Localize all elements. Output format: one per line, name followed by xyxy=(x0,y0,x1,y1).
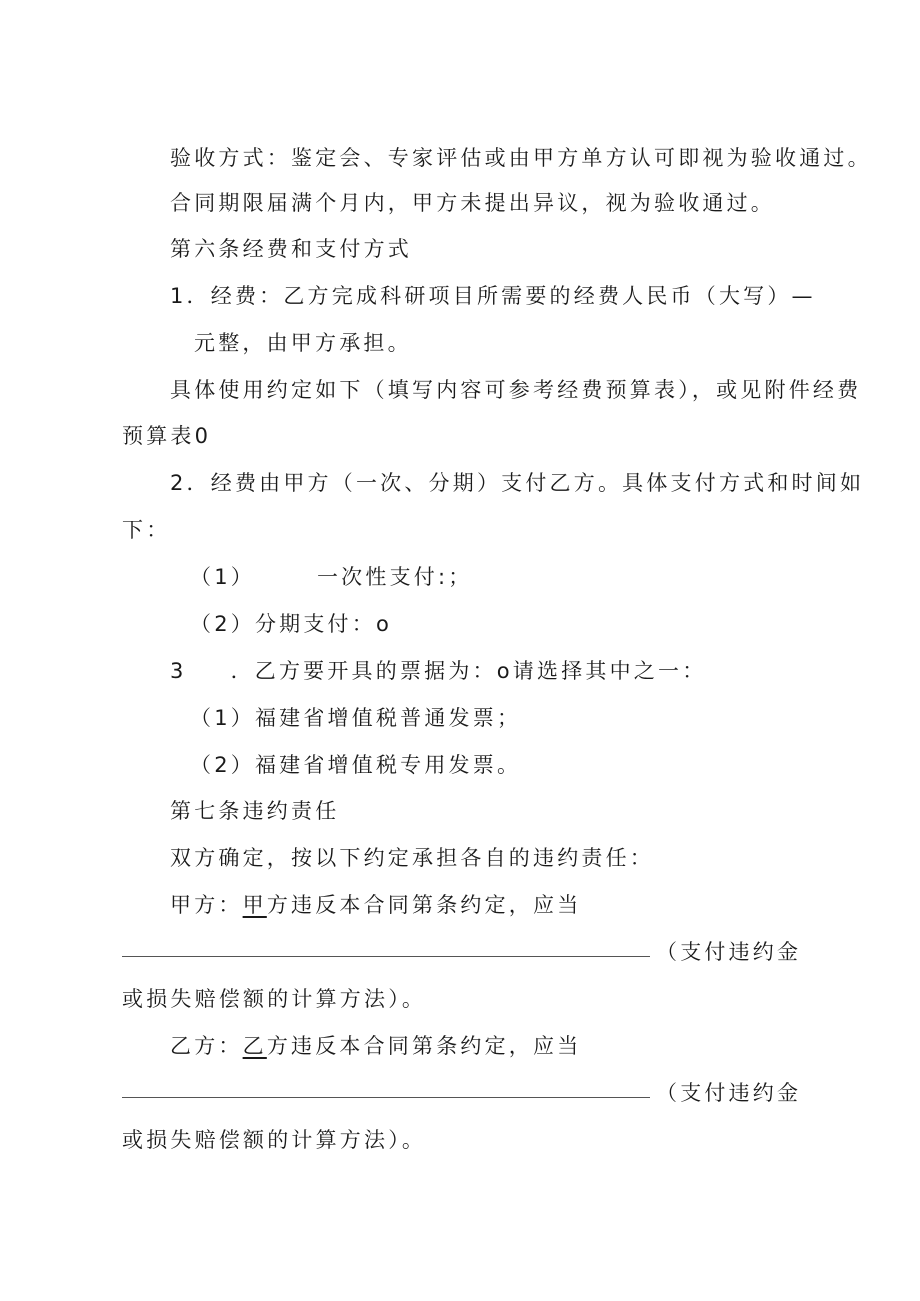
fee-item2-line2: 下： xyxy=(122,518,171,542)
fee-item3-number: 3 xyxy=(170,659,187,683)
payment-option2: （2）分期支付：o xyxy=(190,612,393,636)
party-b-clause xyxy=(170,1032,581,1060)
party-b-blank-suffix: （支付违约金 xyxy=(656,1081,802,1105)
party-a-clause-text: 方违反本合同第条约定，应当 xyxy=(266,893,582,917)
acceptance-period-text: 合同期限届满个月内，甲方未提出异议，视为验收通过。 xyxy=(170,191,775,215)
party-a-underlined: 甲 xyxy=(242,893,267,917)
payment-option1-number: （1） xyxy=(190,565,255,589)
fee-item3 xyxy=(170,657,706,685)
party-a-clause xyxy=(170,891,581,919)
fee-item1-line1: 1．经费：乙方完成科研项目所需要的经费人民币（大写）— xyxy=(170,284,816,308)
fee-item3-text: ．乙方要开具的票据为：o请选择其中之一： xyxy=(230,659,707,683)
liability-intro: 双方确定，按以下约定承担各自的违约责任： xyxy=(170,846,654,870)
acceptance-method-text: 验收方式：鉴定会、专家评估或由甲方单方认可即视为验收通过。 xyxy=(170,146,872,170)
budget-line1: 具体使用约定如下（填写内容可参考经费预算表），或见附件经费 xyxy=(170,378,862,402)
article6-heading: 第六条经费和支付方式 xyxy=(170,237,412,261)
party-b-underlined: 乙 xyxy=(242,1034,267,1058)
invoice-option2: （2）福建省增值税专用发票。 xyxy=(190,753,522,777)
fee-item2-line1: 2．经费由甲方（一次、分期）支付乙方。具体支付方式和时间如 xyxy=(170,471,865,495)
budget-line2: 预算表0 xyxy=(122,424,212,448)
party-a-method: 或损失赔偿额的计算方法）。 xyxy=(122,987,427,1011)
party-b-clause-text: 方违反本合同第条约定，应当 xyxy=(266,1034,582,1058)
party-b-method: 或损失赔偿额的计算方法）。 xyxy=(122,1128,427,1152)
party-a-label: 甲方： xyxy=(170,893,243,917)
party-b-fill-blank xyxy=(122,1097,650,1098)
payment-option1-text: 一次性支付:； xyxy=(316,565,473,589)
payment-option1 xyxy=(190,563,472,591)
party-b-blank-row xyxy=(122,1079,801,1107)
article7-heading: 第七条违约责任 xyxy=(170,799,340,823)
fee-item1-line2: 元整，由甲方承担。 xyxy=(194,331,412,355)
party-a-blank-suffix: （支付违约金 xyxy=(656,940,802,964)
invoice-option1: （1）福建省增值税普通发票； xyxy=(190,706,522,730)
party-a-blank-row xyxy=(122,938,801,966)
party-a-fill-blank xyxy=(122,956,650,957)
party-b-label: 乙方： xyxy=(170,1034,243,1058)
